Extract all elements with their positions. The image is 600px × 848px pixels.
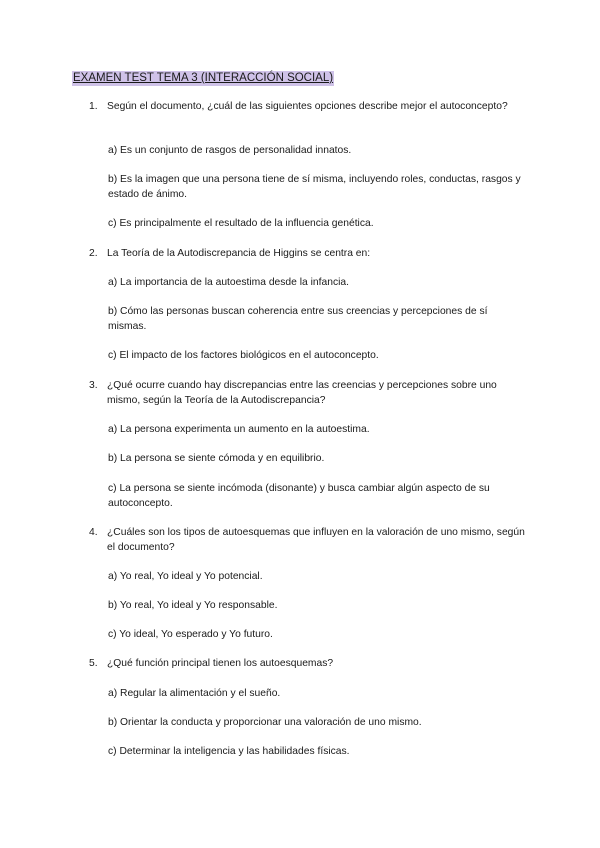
- document-title: EXAMEN TEST TEMA 3 (INTERACCIÓN SOCIAL): [73, 72, 334, 84]
- question-text: ¿Qué ocurre cuando hay discrepancias entre las creencias y percepciones sobre uno mismo, según la Teoría de la Autodiscrepancia?: [107, 380, 497, 406]
- option-3a: a) La persona experimenta un aumento en la autoestima.: [108, 424, 370, 435]
- question-text: Según el documento, ¿cuál de las siguientes opciones describe mejor el autoconcepto?: [107, 101, 508, 112]
- question-text: ¿Cuáles son los tipos de autoesquemas que influyen en la valoración de uno mismo, según el documento?: [107, 527, 525, 553]
- option-5c: c) Determinar la inteligencia y las habilidades físicas.: [108, 746, 350, 757]
- option-4b: b) Yo real, Yo ideal y Yo responsable.: [108, 600, 278, 611]
- question-number: 5.: [89, 658, 98, 669]
- question-number: 4.: [89, 527, 98, 538]
- question-text: ¿Qué función principal tienen los autoesquemas?: [107, 658, 334, 669]
- option-5a: a) Regular la alimentación y el sueño.: [108, 688, 281, 699]
- option-2c: c) El impacto de los factores biológicos en el autoconcepto.: [108, 350, 379, 361]
- question-number: 1.: [89, 101, 98, 112]
- question-number: 2.: [89, 248, 98, 259]
- option-3b: b) La persona se siente cómoda y en equilibrio.: [108, 453, 325, 464]
- option-1c: c) Es principalmente el resultado de la influencia genética.: [108, 218, 374, 229]
- option-4c: c) Yo ideal, Yo esperado y Yo futuro.: [108, 629, 273, 640]
- option-5b: b) Orientar la conducta y proporcionar una valoración de uno mismo.: [108, 717, 422, 728]
- option-1a: a) Es un conjunto de rasgos de personalidad innatos.: [108, 145, 352, 156]
- option-3c: c) La persona se siente incómoda (disonante) y busca cambiar algún aspecto de su autoconcepto.: [108, 483, 490, 509]
- option-2a: a) La importancia de la autoestima desde la infancia.: [108, 277, 349, 288]
- option-4a: a) Yo real, Yo ideal y Yo potencial.: [108, 571, 263, 582]
- question-text: La Teoría de la Autodiscrepancia de Higgins se centra en:: [107, 248, 371, 259]
- question-number: 3.: [89, 380, 98, 391]
- option-1b: b) Es la imagen que una persona tiene de sí misma, incluyendo roles, conductas, rasgos y estado de ánimo.: [108, 174, 521, 200]
- option-2b: b) Cómo las personas buscan coherencia entre sus creencias y percepciones de sí mismas.: [108, 306, 488, 332]
